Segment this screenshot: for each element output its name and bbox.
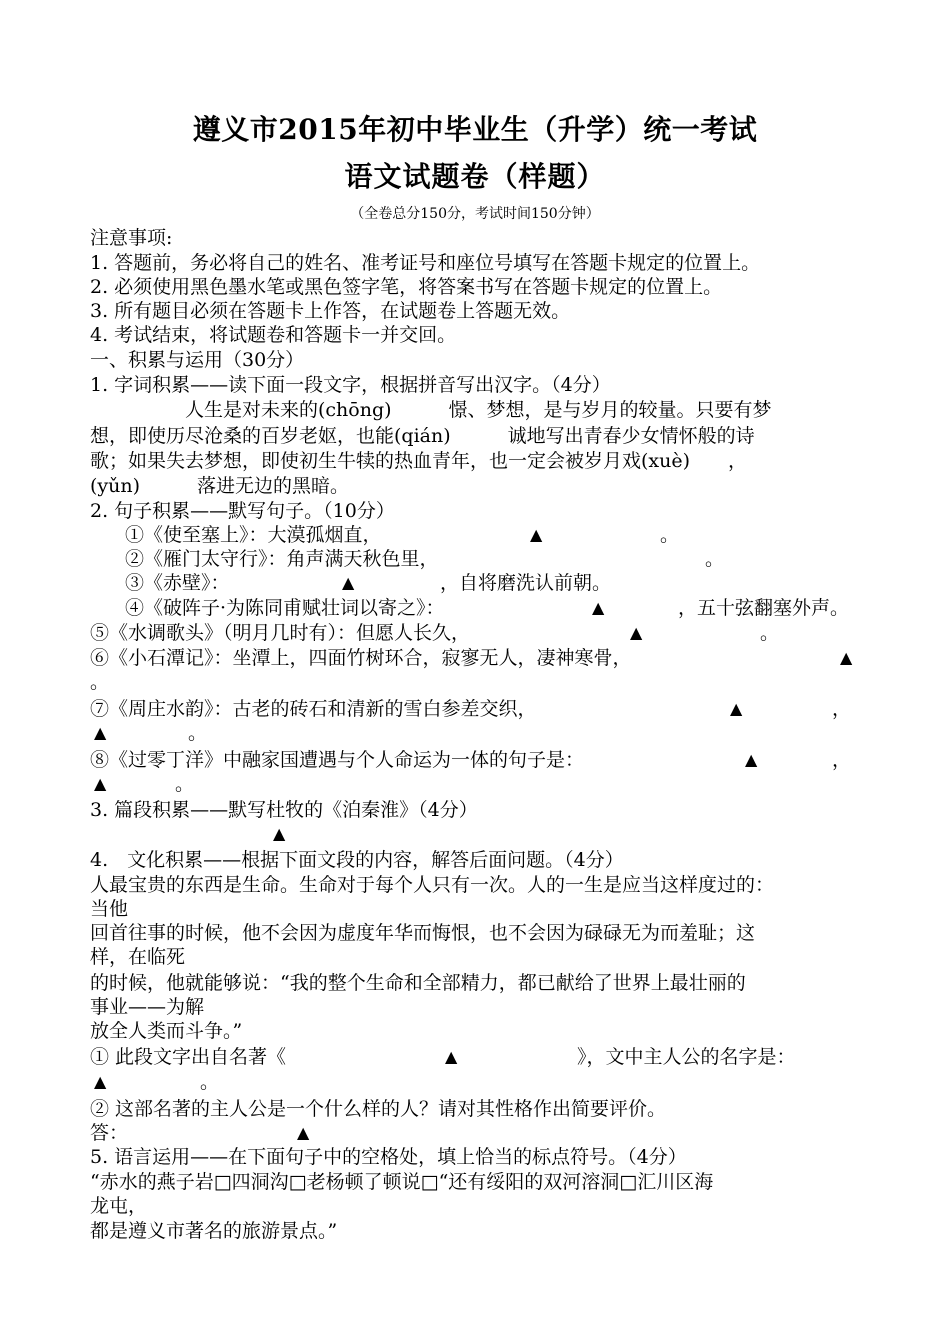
answer-blank-marker: ▲ xyxy=(94,774,107,793)
exam-subtitle: 语文试题卷（样题） xyxy=(344,160,606,193)
q2-item-tail: ，五十弦翻塞外声。 xyxy=(678,597,850,619)
q5-sentence-line: 都是遵义市著名的旅游景点。” xyxy=(90,1220,338,1242)
q4-passage-line: 人最宝贵的东西是生命。生命对于每个人只有一次。人的一生是应当这样度过的： xyxy=(90,874,775,896)
period-mark: 。 xyxy=(200,1071,220,1093)
answer-blank-marker: ▲ xyxy=(297,1123,310,1142)
q2-item: ⑦《周庄水韵》：古老的砖石和清新的雪白参差交织， xyxy=(90,698,537,720)
section-heading: 一、积累与运用（30分） xyxy=(90,349,305,371)
question-1-stem: 1. 字词积累——读下面一段文字，根据拼音写出汉字。（4分） xyxy=(90,374,611,396)
period-mark: 。 xyxy=(188,722,208,744)
question-5-stem: 5. 语言运用——在下面句子中的空格处，填上恰当的标点符号。（4分） xyxy=(90,1146,687,1168)
period-mark: 。 xyxy=(90,671,110,693)
period-mark: 。 xyxy=(705,548,725,570)
q2-item: ③《赤壁》： xyxy=(125,572,230,594)
answer-blank-marker: ▲ xyxy=(94,723,107,742)
answer-blank-marker: ▲ xyxy=(630,623,643,642)
answer-blank-marker: ▲ xyxy=(530,525,543,544)
question-2-stem: 2. 句子积累——默写句子。（10分） xyxy=(90,500,395,522)
answer-blank-marker: ▲ xyxy=(745,750,758,769)
answer-blank-marker: ▲ xyxy=(840,648,853,667)
q4-subquestion-1: ① 此段文字出自名著《 xyxy=(90,1046,287,1068)
q2-item-tail: ，自将磨洗认前朝。 xyxy=(440,572,612,594)
q2-item: ⑤《水调歌头》（明月几时有）：但愿人长久， xyxy=(90,622,471,644)
comma-mark: ， xyxy=(832,749,852,771)
note-item: 3. 所有题目必须在答题卡上作答，在试题卷上答题无效。 xyxy=(90,300,571,322)
q5-sentence-line: 龙屯， xyxy=(90,1195,148,1217)
q4-passage-line: 的时候，他就能够说：“我的整个生命和全部精力，都已献给了世界上最壮丽的 xyxy=(90,972,746,994)
answer-blank-marker: ▲ xyxy=(592,598,605,617)
q4-subquestion-1-tail: 》，文中主人公的名字是： xyxy=(577,1046,796,1068)
q1-passage-line: 人生是对未来的(chōng) 憬、梦想，是与岁月的较量。只要有梦 xyxy=(185,399,772,421)
question-4-stem: 4. 文化积累——根据下面文段的内容，解答后面问题。（4分） xyxy=(90,849,624,871)
period-mark: 。 xyxy=(760,622,780,644)
q2-item: ④《破阵子·为陈同甫赋壮词以寄之》： xyxy=(125,597,445,619)
q2-item: ⑧《过零丁洋》中融家国遭遇与个人命运为一体的句子是： xyxy=(90,749,585,771)
exam-info: （全卷总分150分，考试时间150分钟） xyxy=(350,206,600,222)
q2-item: ⑥《小石潭记》：坐潭上，四面竹树环合，寂寥无人，凄神寒骨， xyxy=(90,647,632,669)
note-item: 1. 答题前，务必将自己的姓名、准考证号和座位号填写在答题卡规定的位置上。 xyxy=(90,252,761,274)
period-mark: 。 xyxy=(660,524,680,546)
note-item: 2. 必须使用黑色墨水笔或黑色签字笔，将答案书写在答题卡规定的位置上。 xyxy=(90,276,723,298)
answer-blank-marker: ▲ xyxy=(730,699,743,718)
q4-passage-line: 回首往事的时候，他不会因为虚度年华而悔恨，也不会因为碌碌无为而羞耻；这 xyxy=(90,922,756,944)
q4-passage-line: 放全人类而斗争。” xyxy=(90,1020,243,1042)
period-mark: 。 xyxy=(175,773,195,795)
q4-passage-line: 样，在临死 xyxy=(90,946,186,968)
comma-mark: ， xyxy=(832,698,852,720)
answer-blank-marker: ▲ xyxy=(94,1072,107,1091)
q4-subquestion-2: ② 这部名著的主人公是一个什么样的人？请对其性格作出简要评价。 xyxy=(90,1098,667,1120)
answer-blank-marker: ▲ xyxy=(342,573,355,592)
notes-heading: 注意事项: xyxy=(90,227,173,249)
q1-passage-line: 歌；如果失去梦想，即使初生牛犊的热血青年，也一定会被岁月戏(xuè) ， xyxy=(90,450,748,472)
note-item: 4. 考试结束，将试题卷和答题卡一并交回。 xyxy=(90,324,457,346)
q4-passage-line: 事业——为解 xyxy=(90,996,205,1018)
q5-sentence-line: “赤水的燕子岩□四洞沟□老杨顿了顿说□“还有绥阳的双河溶洞□汇川区海 xyxy=(90,1171,714,1193)
q4-passage-line: 当他 xyxy=(90,898,129,920)
answer-label: 答： xyxy=(90,1122,129,1144)
q1-passage-line: (yǔn) 落进无边的黑暗。 xyxy=(90,475,350,497)
question-3-stem: 3. 篇段积累——默写杜牧的《泊秦淮》（4分） xyxy=(90,799,478,821)
exam-title: 遵义市2015年初中毕业生（升学）统一考试 xyxy=(192,113,758,146)
answer-blank-marker: ▲ xyxy=(273,824,286,843)
q2-item: ①《使至塞上》：大漠孤烟直， xyxy=(125,524,382,546)
q2-item: ②《雁门太守行》：角声满天秋色里， xyxy=(125,548,439,570)
answer-blank-marker: ▲ xyxy=(445,1047,458,1066)
q1-passage-line: 想，即使历尽沧桑的百岁老妪，也能(qián) 诚地写出青春少女情怀般的诗 xyxy=(90,425,755,447)
